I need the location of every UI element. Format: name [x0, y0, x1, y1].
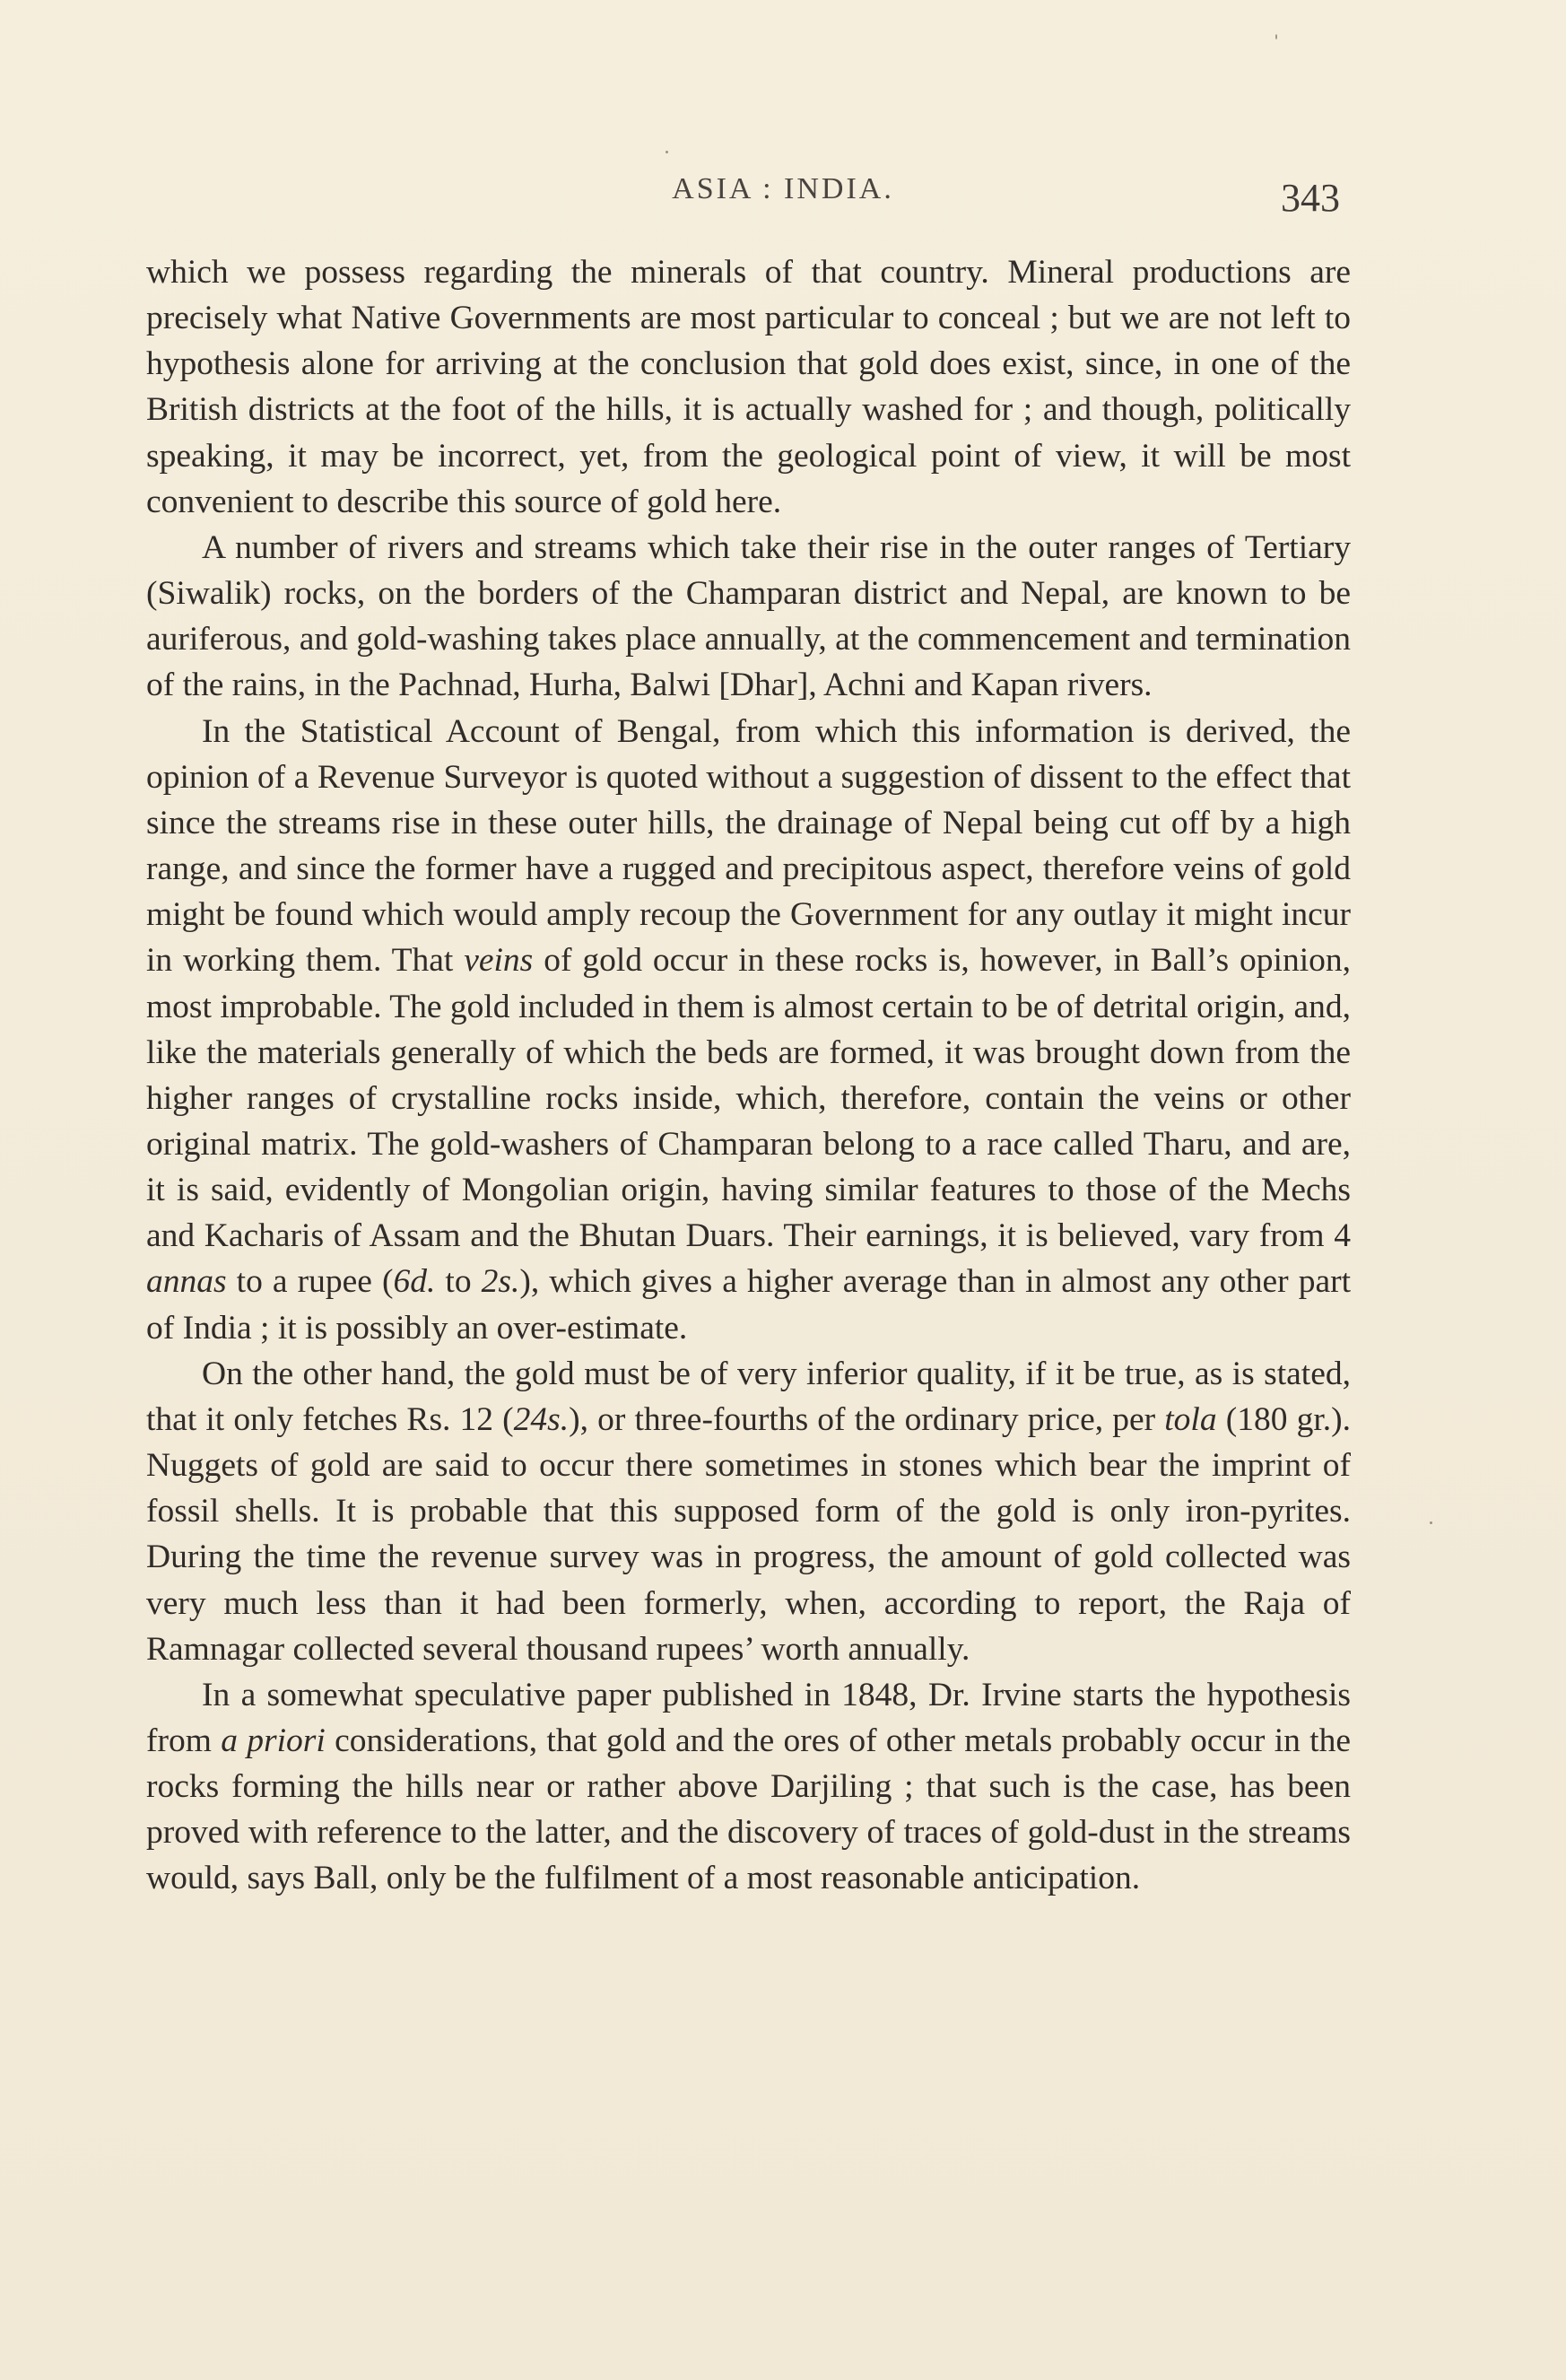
- text-run: In a somewhat speculative paper published in 1848, Dr. Irvine starts the hypothesis from: [146, 1676, 1351, 1759]
- italic-term: annas: [146, 1263, 227, 1301]
- text-run: of gold occur in these rocks is, however, in Ball’s opinion, most improbable. The gold included in them is almost certain to be of detrital origin, and, like the materials generally of which the beds are formed, it was brought down from the higher ranges of crystalline rocks inside, which, therefore, contain the veins or other original matrix. The gold-washers of Champaran belong to a race called Tharu, and are, it is said, evidently of Mongolian origin, having similar features to those of the Mechs and Kacharis of Assam and the Bhutan Duars. Their earnings, it is believed, vary from 4: [146, 942, 1351, 1255]
- paragraph-2: A number of rivers and streams which take their rise in the outer ranges of Tertiary (Siwalik) rocks, on the borders of the Champaran district and Nepal, are known to be auriferous, and gold-washing takes place annually, at the commencement and termination of the rains, in the Pachnad, Hurha, Balwi [Dhar], Achni and Kapan rivers.: [146, 528, 1351, 704]
- paragraph-4: [146, 1351, 1351, 1672]
- text-run: to: [435, 1263, 482, 1301]
- text-run: In the Statistical Account of Bengal, from which this information is derived, the opinion of a Revenue Surveyor is quoted without a suggestion of dissent to the effect that since the streams rise in these outer hills, the drainage of Nepal being cut off by a high range, and since the former have a rugged and precipitous aspect, therefore veins of gold might be found which would amply recoup the Government for any outlay it might incur in working them. That: [146, 712, 1351, 980]
- paragraph-3: [146, 709, 1351, 1351]
- italic-term: tola: [1164, 1400, 1217, 1438]
- text-run: ), which gives a higher average than in almost any other part of India ; it is possibly an over-estimate.: [146, 1263, 1352, 1347]
- italic-term: a priori: [221, 1722, 326, 1759]
- paper-speck: [666, 151, 668, 153]
- text-run: ), or three-fourths of the ordinary price, per: [569, 1400, 1165, 1438]
- paper-speck: [1275, 34, 1277, 39]
- text-run: On the other hand, the gold must be of very inferior quality, if it be true, as is stated, that it only fetches Rs. 12 (: [146, 1355, 1351, 1438]
- body-text: [146, 249, 1351, 1902]
- italic-term: 6d.: [393, 1263, 436, 1301]
- italic-term: 2s.: [481, 1263, 520, 1301]
- text-run: to a rupee (: [226, 1263, 394, 1301]
- running-title: ASIA : INDIA.: [672, 172, 894, 205]
- italic-term: 24s.: [513, 1400, 570, 1438]
- paper-speck: [1430, 1521, 1432, 1524]
- paragraph-5: [146, 1672, 1351, 1902]
- text-run: considerations, that gold and the ores of other metals probably occur in the rocks forming the hills near or rather above Darjiling ; that such is the case, has been proved with reference to the latter, and the discovery of traces of gold-dust in the streams would, says Ball, only be the fulfilment of a most reasonable anticipation.: [146, 1722, 1351, 1897]
- page-number: 343: [1281, 176, 1340, 220]
- text-run: (180 gr.). Nuggets of gold are said to occur there sometimes in stones which bear the imprint of fossil shells. It is probable that this supposed form of the gold is only iron-pyrites. During the time the revenue survey was in progress, the amount of gold collected was very much less than it had been formerly, when, according to report, the Raja of Ramnagar collected several thousand rupees’ worth annually.: [146, 1400, 1351, 1668]
- italic-term: veins: [464, 942, 534, 980]
- paragraph-1: which we possess regarding the minerals of that country. Mineral productions are precisely what Native Governments are most particular to conceal ; but we are not left to hypothesis alone for arriving at the conclusion that gold does exist, since, in one of the British districts at the foot of the hills, it is actually washed for ; and though, politically speaking, it may be incorrect, yet, from the geological point of view, it will be most convenient to describe this source of gold here.: [146, 254, 1351, 520]
